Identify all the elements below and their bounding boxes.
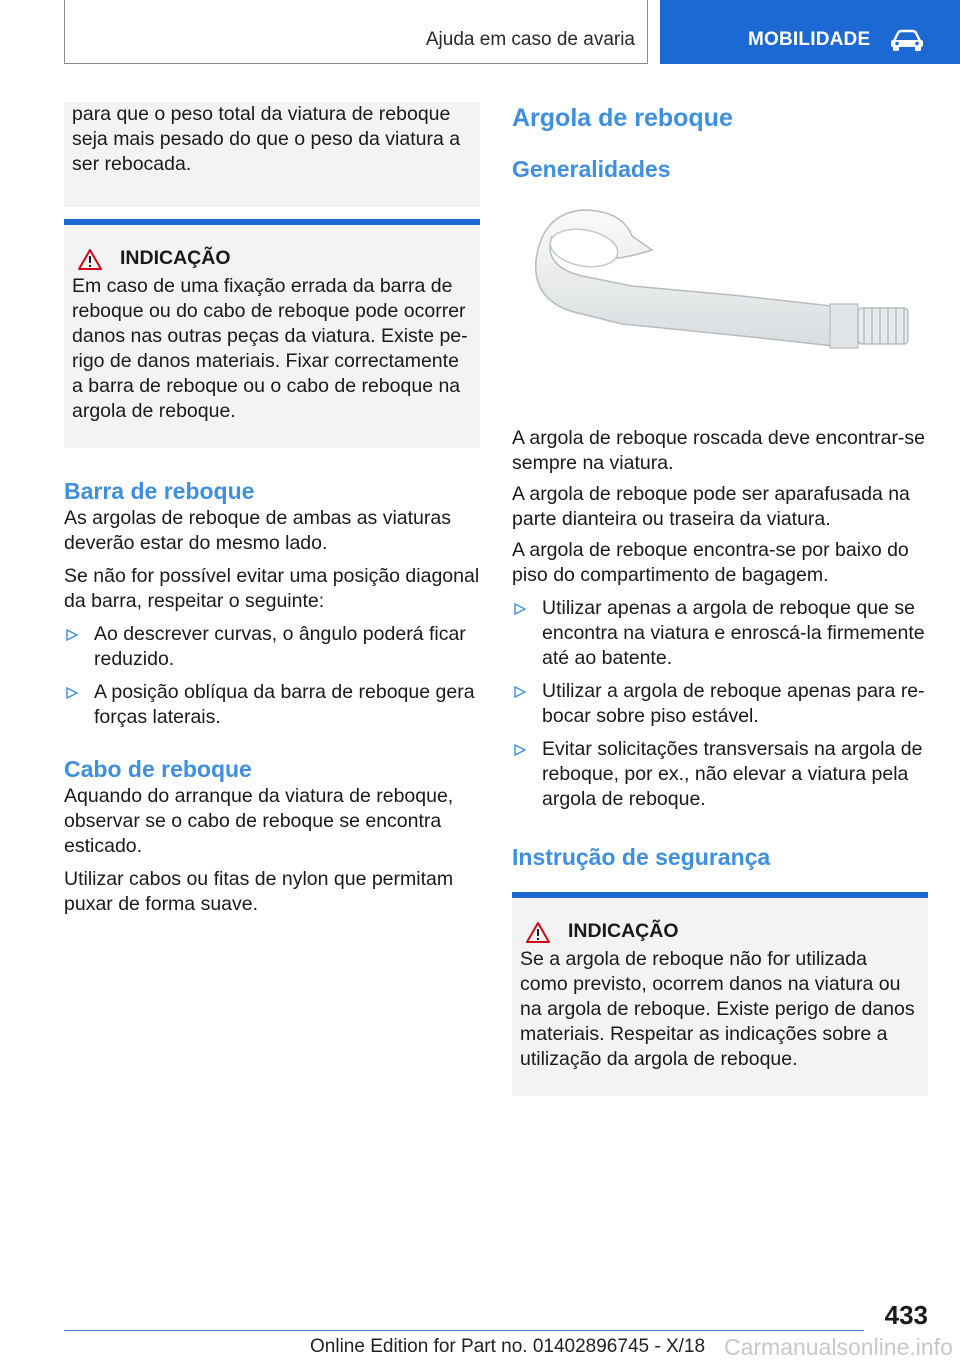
- notice-heading: [520, 920, 920, 943]
- warning-icon: [526, 921, 550, 943]
- header-chapter-box: [64, 0, 648, 64]
- bullet-triangle-icon: [514, 744, 526, 756]
- section-heading-barra: Barra de reboque: [64, 478, 255, 504]
- subheading-generalidades: Generalidades: [512, 156, 671, 182]
- list-item: Evitar solicitações transversais na argola de reboque, por ex., não elevar a viatura pela argola de reboque.: [512, 737, 928, 812]
- list-item: Ao descrever curvas, o ângulo poderá ficar reduzido.: [64, 622, 480, 672]
- section-heading-cabo: Cabo de reboque: [64, 756, 252, 782]
- list-item: Utilizar apenas a argola de reboque que se encontra na viatura e enroscá-la firmemente até ao batente.: [512, 596, 928, 671]
- notice-heading-label: INDICAÇÃO: [120, 247, 231, 269]
- bullet-triangle-icon: [514, 603, 526, 615]
- footer-divider: [64, 1330, 864, 1331]
- left-column: [64, 102, 480, 917]
- paragraph: Aquando do arranque da viatura de reboque, observar se o cabo de reboque se encontra esticado.: [64, 785, 454, 857]
- paragraph: As argolas de reboque de ambas as viaturas deverão estar do mesmo lado.: [64, 507, 451, 554]
- notice-box-left: [64, 219, 480, 448]
- chapter-title: Ajuda em caso de avaria: [425, 29, 635, 50]
- paragraph: A argola de reboque pode ser aparafusada na parte dianteira ou traseira da viatura.: [512, 483, 910, 530]
- tow-hook-illustration: [512, 196, 928, 426]
- bullet-list: [512, 596, 928, 812]
- notice-heading: [72, 247, 472, 270]
- continued-text: para que o peso total da viatura de reboque seja mais pesado do que o peso da viatura a ser rebocada.: [72, 103, 461, 175]
- bullet-triangle-icon: [66, 629, 78, 641]
- car-icon: [890, 29, 924, 51]
- list-item: A posição oblíqua da barra de reboque gera forças laterais.: [64, 680, 480, 730]
- notice-box-right: [512, 892, 928, 1096]
- paragraph: A argola de reboque roscada deve encontrar-se sempre na viatura.: [512, 427, 926, 474]
- notice-text: Em caso de uma fixação errada da barra de reboque ou do cabo de reboque pode ocorrer danos nas outras peças da viatura. Existe perigo de danos materiais. Fixar correctamente a barra de reboque ou o cabo de reboque na argola de reboque.: [72, 275, 468, 422]
- paragraph: Se não for possível evitar uma posição diagonal da barra, respeitar o seguinte:: [64, 565, 480, 612]
- paragraph: Utilizar cabos ou fitas de nylon que permitam puxar de forma suave.: [64, 868, 454, 915]
- footer-watermark: Carmanualsonline.info: [724, 1334, 953, 1360]
- warning-icon: [78, 248, 102, 270]
- bullet-triangle-icon: [66, 687, 78, 699]
- bullet-triangle-icon: [514, 686, 526, 698]
- continued-text-box: [64, 102, 480, 207]
- bullet-list: [64, 622, 480, 730]
- section-heading-seguranca: Instrução de segurança: [512, 844, 771, 870]
- list-item: Utilizar a argola de reboque apenas para rebocar sobre piso estável.: [512, 679, 928, 729]
- section-title: MOBILIDADE: [748, 29, 871, 50]
- notice-text: Se a argola de reboque não for utilizada como previsto, ocorrem danos na viatura ou na argola de reboque. Existe perigo de danos materiais. Respeitar as indicações sobre a utilização da argola de reboque.: [520, 948, 915, 1070]
- page-number: 433: [884, 1300, 928, 1330]
- page-title: Argola de reboque: [512, 104, 733, 132]
- right-column: [512, 102, 928, 1096]
- header-section-tab[interactable]: [660, 0, 960, 64]
- notice-heading-label: INDICAÇÃO: [568, 920, 679, 942]
- footer-edition: Online Edition for Part no. 01402896745 - X/18: [310, 1336, 706, 1357]
- paragraph: A argola de reboque encontra-se por baixo do piso do compartimento de bagagem.: [512, 539, 909, 586]
